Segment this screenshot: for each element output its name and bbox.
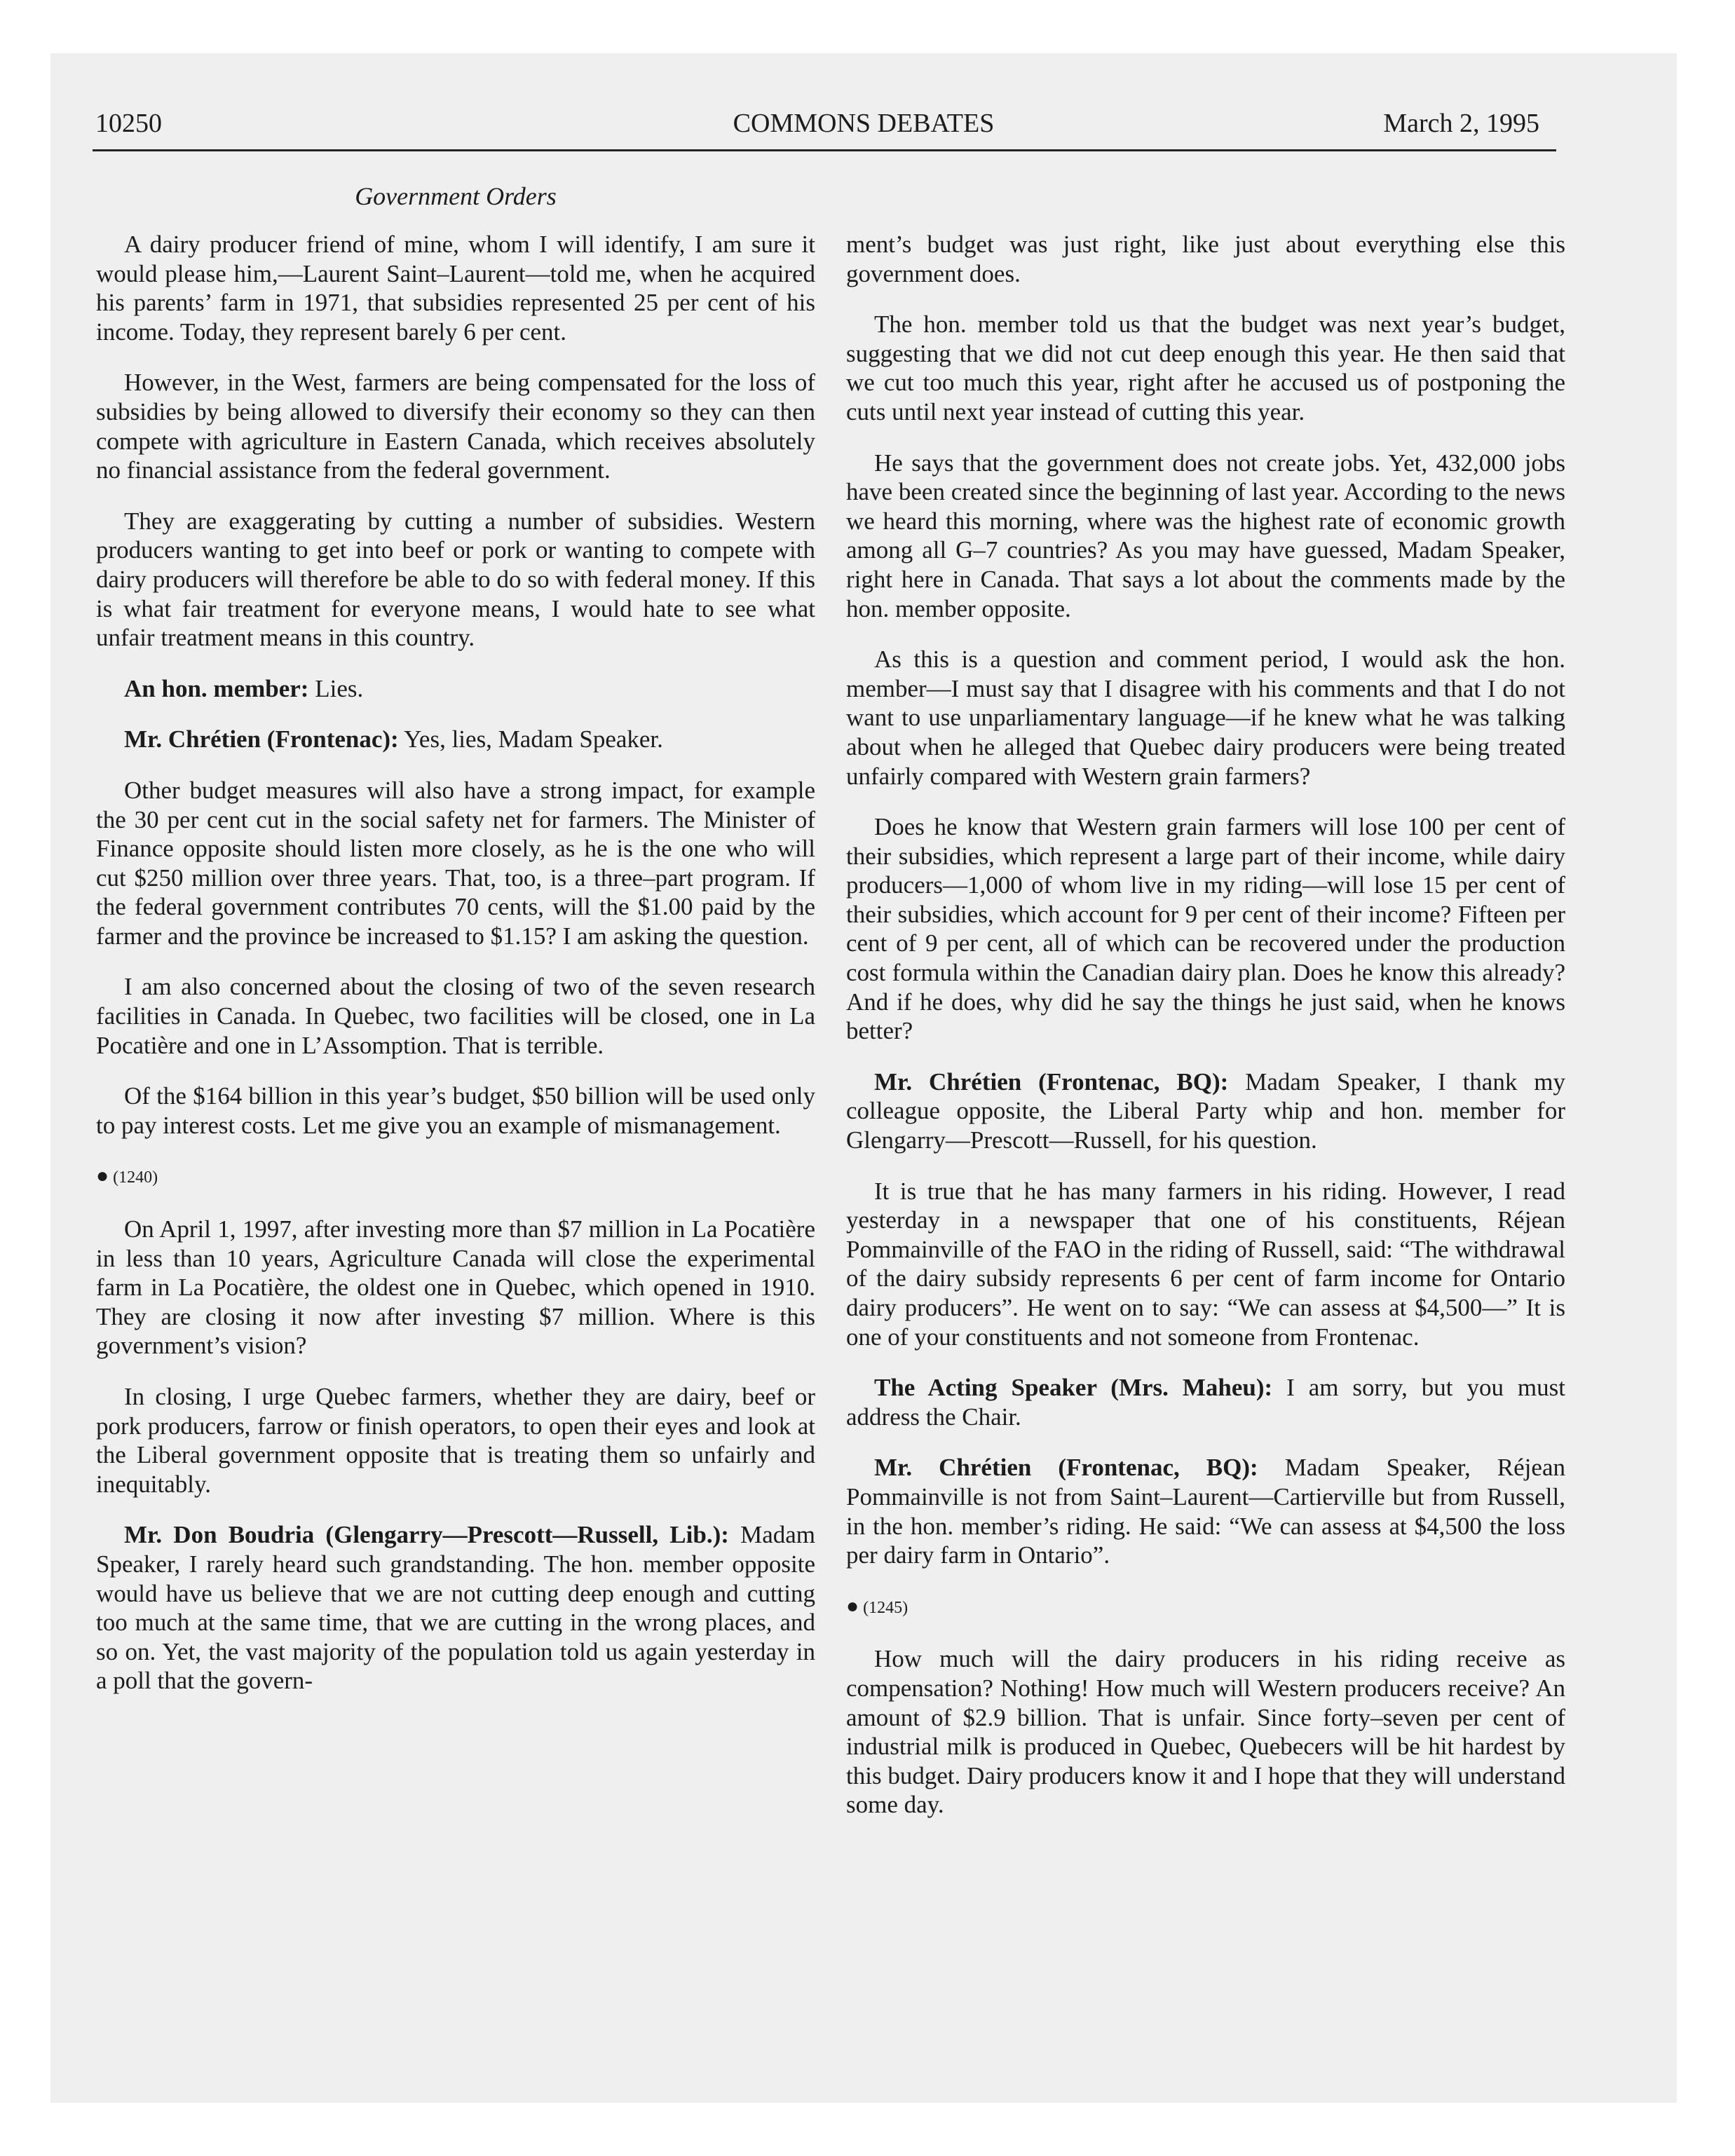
time-marker — [846, 1592, 1565, 1623]
time-marker — [96, 1161, 815, 1193]
time-marker-text: (1240) — [113, 1168, 158, 1187]
speech-text: Yes, lies, Madam Speaker. — [398, 725, 663, 753]
paragraph: On April 1, 1997, after investing more than $7 million in La Pocatière in less than 10 years, Agriculture Canada will close the experimental farm in La Pocatière, the oldest one in Quebec, which opened in 1910. They are closing it now after investing $7 million. Where is this government’s vision? — [96, 1215, 815, 1360]
section-title: Government Orders — [355, 182, 557, 210]
speaker-name: Mr. Chrétien (Frontenac, BQ): — [874, 1067, 1229, 1096]
speech-paragraph — [846, 1373, 1565, 1431]
paragraph: Of the $164 billion in this year’s budget, $50 billion will be used only to pay interest costs. Let me give you an example of mismanagement. — [96, 1082, 815, 1139]
left-column — [96, 230, 815, 1717]
paragraph: He says that the government does not create jobs. Yet, 432,000 jobs have been created since the beginning of last year. According to the news we heard this morning, where was the highest rate of economic growth among all G–7 countries? As you may have guessed, Madam Speaker, right here in Canada. That says a lot about the comments made by the hon. member opposite. — [846, 449, 1565, 622]
paragraph: However, in the West, farmers are being compensated for the loss of subsidies by being allowed to diversify their economy so they can then compete with agriculture in Eastern Canada, which receives absolutely no financial assistance from the federal government. — [96, 369, 815, 484]
bullet-icon: ● — [96, 1164, 109, 1188]
header-rule — [93, 149, 1556, 151]
publication-title: COMMONS DEBATES — [733, 109, 995, 138]
speaker-name: Mr. Chrétien (Frontenac): — [124, 725, 399, 753]
speaker-name: An hon. member: — [124, 674, 309, 702]
speech-text: Madam Speaker, I rarely heard such grandstanding. The hon. member opposite would have us believe that we are not cutting deep enough and cutting too much at the same time, that we are cutting in the wrong places, and so on. Yet, the vast majority of the population told us again yesterday in a poll that the govern- — [96, 1521, 815, 1695]
page-number: 10250 — [95, 109, 162, 138]
bullet-icon: ● — [846, 1594, 859, 1618]
speaker-name: Mr. Don Boudria (Glengarry—Prescott—Russell, Lib.): — [124, 1521, 729, 1549]
speech-paragraph — [846, 1067, 1565, 1155]
time-marker-text: (1245) — [863, 1598, 909, 1617]
paragraph: The hon. member told us that the budget was next year’s budget, suggesting that we did not cut deep enough this year. He then said that we cut too much this year, right after he accused us of postponing the cuts until next year instead of cutting this year. — [846, 311, 1565, 425]
paragraph: In closing, I urge Quebec farmers, whether they are dairy, beef or pork producers, farrow or finish operators, to open their eyes and look at the Liberal government opposite that is treating them so unfairly and inequitably. — [96, 1383, 815, 1498]
paragraph: A dairy producer friend of mine, whom I will identify, I am sure it would please him,—Laurent Saint–Laurent—told me, when he acquired his parents’ farm in 1971, that subsidies represented 25 per cent of his income. Today, they represent barely 6 per cent. — [96, 231, 815, 346]
paragraph: It is true that he has many farmers in his riding. However, I read yesterday in a newspaper that one of his constituents, Réjean Pommainville of the FAO in the riding of Russell, said: “The withdrawal of the dairy subsidy represents 6 per cent of farm income for Ontario dairy producers”. He went on to say: “We can assess at $4,500—” It is one of your constituents and not someone from Frontenac. — [846, 1177, 1565, 1351]
paragraph: How much will the dairy producers in his riding receive as compensation? Nothing! How much will Western producers receive? An amount of $2.9 billion. That is unfair. Since forty–seven per cent of industrial milk is produced in Quebec, Quebecers will be hit hardest by this budget. Dairy producers know it and I hope that they will understand some day. — [846, 1645, 1565, 1819]
page-date: March 2, 1995 — [1383, 109, 1539, 138]
page-sheet — [50, 53, 1677, 2103]
paragraph: Other budget measures will also have a strong impact, for example the 30 per cent cut in the social safety net for farmers. The Minister of Finance opposite should listen more closely, as he is the one who will cut $250 million over three years. That, too, is a three–part program. If the federal government contributes 70 cents, will the $1.00 paid by the farmer and the province be increased to $1.15? I am asking the question. — [96, 776, 815, 950]
right-column — [846, 230, 1565, 1841]
paragraph: I am also concerned about the closing of two of the seven research facilities in Canada. In Quebec, two facilities will be closed, one in La Pocatière and one in L’Assomption. That is terrible. — [96, 973, 815, 1059]
speech-paragraph — [96, 725, 815, 754]
speech-paragraph — [846, 1453, 1565, 1569]
speech-text: Madam Speaker, I thank my colleague opposite, the Liberal Party whip and hon. member for Glengarry—Prescott—Russell, for his question. — [846, 1067, 1565, 1154]
speech-paragraph — [96, 1520, 815, 1696]
paragraph: ment’s budget was just right, like just about everything else this government does. — [846, 231, 1565, 287]
speech-text: I am sorry, but you must address the Chair. — [846, 1374, 1565, 1431]
speech-paragraph — [96, 674, 815, 704]
speaker-name: The Acting Speaker (Mrs. Maheu): — [874, 1374, 1273, 1402]
speaker-name: Mr. Chrétien (Frontenac, BQ): — [874, 1454, 1258, 1482]
paragraph: They are exaggerating by cutting a number of subsidies. Western producers wanting to get into beef or pork or wanting to compete with dairy producers will therefore be able to do so with federal money. If this is what fair treatment for everyone means, I would hate to see what unfair treatment means in this country. — [96, 507, 815, 652]
paragraph: As this is a question and comment period, I would ask the hon. member—I must say that I disagree with his comments and that I do not want to use unparliamentary language—if he knew what he was talking about when he alleged that Quebec dairy producers were being treated unfairly compared with Western grain farmers? — [846, 646, 1565, 790]
paragraph: Does he know that Western grain farmers will lose 100 per cent of their subsidies, which represent a large part of their income, while dairy producers—1,000 of whom live in my riding—will lose 15 per cent of their subsidies, which account for 9 per cent of their income? Fifteen per cent of 9 per cent, all of which can be recovered under the production cost formula within the Canadian dairy plan. Does he know this already? And if he does, why did he say the things he just said, when he knows better? — [846, 813, 1565, 1045]
speech-text: Madam Speaker, Réjean Pommainville is not from Saint–Laurent—Cartierville but from Russell, in the hon. member’s riding. He said: “We can assess at $4,500 the loss per dairy farm in Ontario”. — [846, 1454, 1565, 1569]
speech-text: Lies. — [308, 674, 364, 702]
